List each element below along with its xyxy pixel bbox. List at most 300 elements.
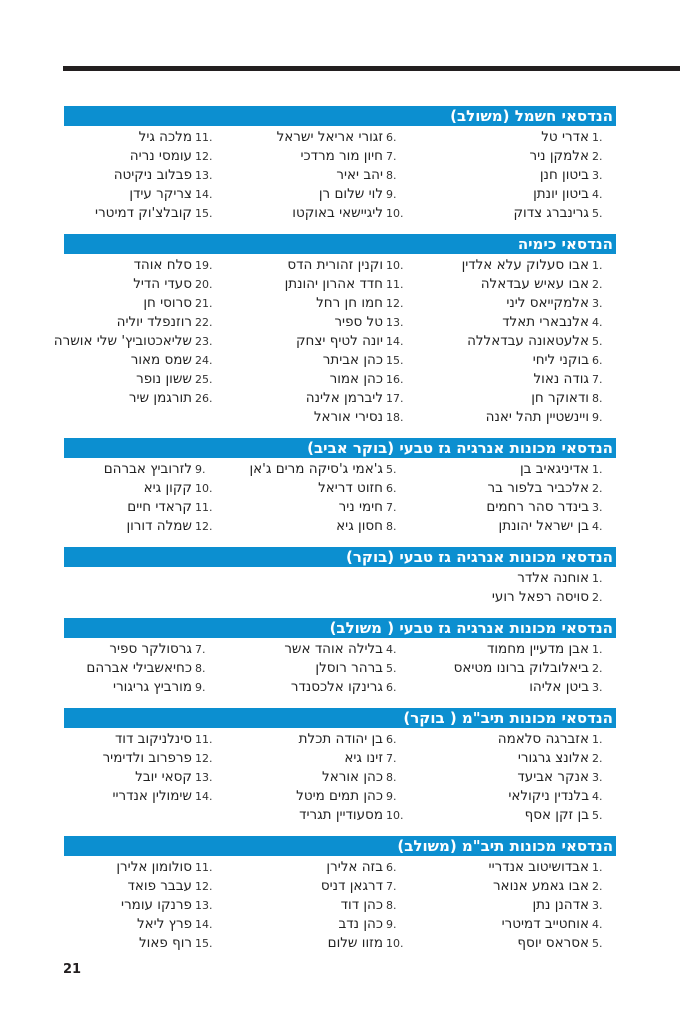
item-number: 19.	[195, 259, 213, 272]
graduate-name: גרסולקר ספיר	[109, 641, 192, 657]
list-item	[410, 351, 616, 370]
item-number: 8.	[386, 520, 397, 533]
graduate-name: ששון נופר	[136, 371, 192, 387]
graduate-name: בן ישראל יהונתן	[498, 518, 589, 534]
graduate-name: קובלצ'וק דמיטרי	[95, 205, 192, 221]
item-number: 8.	[386, 169, 397, 182]
item-number: 2.	[592, 278, 603, 291]
graduate-name: נסירי אוראל	[313, 409, 383, 425]
item-number: 14.	[195, 188, 213, 201]
list-item	[53, 332, 219, 351]
list-item	[64, 749, 219, 768]
item-number: 25.	[195, 373, 213, 386]
item-number: 5.	[592, 335, 603, 348]
list-item	[410, 896, 616, 915]
program-section	[64, 708, 616, 825]
item-number: 10.	[386, 809, 404, 822]
list-item	[64, 640, 219, 659]
list-item	[64, 915, 219, 934]
list-item	[64, 858, 219, 877]
item-number: 9.	[386, 790, 397, 803]
list-item	[64, 256, 219, 275]
list-item	[64, 313, 219, 332]
graduate-name: טל ספיר	[334, 314, 383, 330]
graduate-name: גודה נאול	[533, 371, 589, 387]
item-number: 4.	[386, 643, 397, 656]
program-section	[64, 836, 616, 953]
item-number: 26.	[195, 392, 213, 405]
graduate-name: אלונצ גרגורי	[517, 750, 589, 766]
graduate-name: אלמקן ניר	[529, 148, 589, 164]
item-number: 2.	[592, 662, 603, 675]
list-item	[219, 877, 410, 896]
list-item	[64, 204, 219, 223]
graduate-name: אוחנה אלדר	[517, 570, 589, 586]
list-item	[64, 389, 219, 408]
graduate-name: בלילה אוהד אשר	[284, 641, 383, 657]
list-item	[64, 185, 219, 204]
item-number: 7.	[386, 501, 397, 514]
graduate-name: סעדי הדיל	[133, 276, 192, 292]
list-item	[64, 351, 219, 370]
item-number: 8.	[386, 899, 397, 912]
name-columns	[64, 458, 616, 536]
item-number: 3.	[592, 297, 603, 310]
graduate-name: צריקר עידן	[129, 186, 192, 202]
graduate-name: פרפרוב ולדימיר	[102, 750, 192, 766]
graduate-name: בלנדין ניקולאי	[508, 788, 589, 804]
item-number: 3.	[592, 169, 603, 182]
graduate-name: בזה אלירן	[326, 859, 383, 875]
name-column	[219, 858, 410, 953]
item-number: 7.	[386, 880, 397, 893]
name-column	[64, 128, 219, 223]
list-item	[219, 659, 410, 678]
item-number: 2.	[592, 591, 603, 604]
list-item	[410, 730, 616, 749]
list-item	[219, 806, 410, 825]
list-item	[410, 370, 616, 389]
item-number: 7.	[592, 373, 603, 386]
item-number: 1.	[592, 733, 603, 746]
item-number: 15.	[195, 937, 213, 950]
graduate-name: אבו גאמע אנואר	[492, 878, 589, 894]
graduate-name: גרינקו אלכסנדר	[290, 679, 383, 695]
list-item	[64, 479, 219, 498]
graduate-name: ביטון חנן	[539, 167, 589, 183]
item-number: 22.	[195, 316, 213, 329]
list-item	[64, 498, 219, 517]
program-section	[64, 438, 616, 536]
list-item	[64, 460, 219, 479]
graduate-name: כהן אביתר	[322, 352, 383, 368]
item-number: 7.	[386, 752, 397, 765]
list-item	[219, 460, 410, 479]
list-item	[410, 517, 616, 536]
list-item	[219, 389, 410, 408]
item-number: 9.	[592, 411, 603, 424]
list-item	[410, 185, 616, 204]
item-number: 17.	[386, 392, 404, 405]
graduate-name: כהן תמים מיטל	[296, 788, 383, 804]
name-column	[53, 256, 219, 427]
name-column	[410, 128, 616, 223]
item-number: 9.	[386, 188, 397, 201]
section-title: הנדסאי כימיה	[64, 234, 616, 254]
list-item	[64, 294, 219, 313]
graduate-name: סרוסי חן	[143, 295, 192, 311]
program-section	[64, 547, 616, 607]
item-number: 6.	[592, 354, 603, 367]
list-item	[410, 332, 616, 351]
graduate-name: אלמקייאס ליני	[506, 295, 589, 311]
graduate-name: אלכביר בלפור בר	[487, 480, 589, 496]
item-number: 8.	[386, 771, 397, 784]
list-item	[64, 730, 219, 749]
item-number: 18.	[386, 411, 404, 424]
graduate-name: אזברגה סלאמה	[497, 731, 589, 747]
graduate-name: אוחטייב דמיטרי	[501, 916, 589, 932]
item-number: 13.	[195, 899, 213, 912]
list-item	[410, 678, 616, 697]
item-number: 11.	[195, 861, 213, 874]
item-number: 1.	[592, 259, 603, 272]
list-item	[219, 256, 410, 275]
name-columns	[53, 254, 616, 427]
name-column	[410, 858, 616, 953]
graduate-name: סינלניקוב דוד	[114, 731, 192, 747]
list-item	[219, 787, 410, 806]
graduate-name: אלנבארי תאלד	[502, 314, 589, 330]
item-number: 6.	[386, 131, 397, 144]
graduate-name: גרינברג צדוק	[513, 205, 589, 221]
graduate-name: ויינשטיין תהל יאנה	[485, 409, 589, 425]
list-item	[219, 640, 410, 659]
item-number: 11.	[386, 278, 404, 291]
list-item	[410, 806, 616, 825]
item-number: 9.	[195, 463, 206, 476]
item-number: 4.	[592, 918, 603, 931]
graduate-name: ביאלובלוק ברונו מטיאס	[453, 660, 589, 676]
list-item	[219, 934, 410, 953]
item-number: 6.	[386, 861, 397, 874]
list-item	[219, 479, 410, 498]
item-number: 4.	[592, 790, 603, 803]
item-number: 6.	[386, 482, 397, 495]
item-number: 1.	[592, 572, 603, 585]
list-item	[410, 294, 616, 313]
name-columns	[64, 126, 616, 223]
item-number: 20.	[195, 278, 213, 291]
graduate-name: אבן מדעיין מחמוד	[486, 641, 589, 657]
item-number: 9.	[386, 918, 397, 931]
graduate-name: עבבר פואד	[127, 878, 192, 894]
list-item	[410, 204, 616, 223]
list-item	[410, 588, 616, 607]
list-item	[410, 479, 616, 498]
graduate-name: תורגמן שיר	[128, 390, 192, 406]
list-item	[219, 915, 410, 934]
item-number: 10.	[386, 259, 404, 272]
item-number: 1.	[592, 463, 603, 476]
graduate-name: חיון מור מרדכי	[300, 148, 383, 164]
graduate-name: שמלה דורון	[126, 518, 192, 534]
graduate-name: חמו חן רחל	[316, 295, 383, 311]
list-item	[64, 787, 219, 806]
list-item	[64, 147, 219, 166]
name-columns	[64, 638, 616, 697]
name-column	[410, 460, 616, 536]
list-item	[219, 351, 410, 370]
item-number: 24.	[195, 354, 213, 367]
graduate-name: אדרי טל	[541, 129, 589, 145]
list-item	[219, 275, 410, 294]
item-number: 13.	[195, 771, 213, 784]
item-number: 8.	[195, 662, 206, 675]
graduate-name: פרץ ליאל	[136, 916, 192, 932]
list-item	[64, 370, 219, 389]
section-title: הנדסאי מכונות תיב"מ ( בוקר)	[64, 708, 616, 728]
graduate-name: כחיאשבילי אברהם	[86, 660, 192, 676]
graduate-name: אסראס יוסף	[517, 935, 589, 951]
item-number: 15.	[386, 354, 404, 367]
graduate-name: אנקר אביעד	[517, 769, 589, 785]
name-column	[64, 460, 219, 536]
graduate-name: אדהנן נתן	[532, 897, 589, 913]
item-number: 13.	[386, 316, 404, 329]
list-item	[410, 640, 616, 659]
graduate-name: כהן אמור	[329, 371, 383, 387]
name-column	[410, 569, 616, 607]
graduate-name: ליברמן אלינה	[305, 390, 383, 406]
graduate-name: לזרוביץ אברהם	[103, 461, 192, 477]
item-number: 8.	[592, 392, 603, 405]
list-item	[219, 313, 410, 332]
graduate-name: דרגאן דניס	[320, 878, 383, 894]
graduate-name: חדד אהרון יהונתן	[284, 276, 383, 292]
graduate-name: אדיניגאיב בן	[519, 461, 589, 477]
graduate-name: יונה לטיף יצחק	[295, 333, 383, 349]
item-number: 14.	[195, 918, 213, 931]
page-number: 21	[63, 962, 82, 977]
name-columns	[64, 856, 616, 953]
name-column	[219, 730, 410, 825]
graduate-name: רוף פאול	[138, 935, 192, 951]
item-number: 2.	[592, 752, 603, 765]
item-number: 14.	[195, 790, 213, 803]
list-item	[219, 147, 410, 166]
name-column	[219, 256, 410, 427]
item-number: 5.	[592, 937, 603, 950]
graduate-name: מזוו שלום	[327, 935, 383, 951]
graduate-name: ביטן אליהו	[529, 679, 589, 695]
list-item	[410, 858, 616, 877]
item-number: 21.	[195, 297, 213, 310]
item-number: 11.	[195, 733, 213, 746]
graduate-name: ג'אמי ג'סיקה מרים ג'אן	[249, 461, 383, 477]
item-number: 1.	[592, 643, 603, 656]
section-title: הנדסאי מכונות אנרגיה גז טבעי (בוקר)	[64, 547, 616, 567]
name-column	[64, 730, 219, 825]
name-column	[410, 640, 616, 697]
item-number: 3.	[592, 771, 603, 784]
section-title: הנדסאי חשמל (משולב)	[64, 106, 616, 126]
list-item	[64, 877, 219, 896]
list-item	[219, 498, 410, 517]
item-number: 12.	[195, 520, 213, 533]
graduate-name: אבו סעלוק עלא אלדין	[461, 257, 589, 273]
name-column	[219, 569, 410, 607]
graduate-name: חימי ניר	[338, 499, 383, 515]
item-number: 16.	[386, 373, 404, 386]
graduate-name: מסעודיין תגריד	[299, 807, 383, 823]
graduate-name: ליגיישאי באוקטו	[292, 205, 383, 221]
item-number: 15.	[195, 207, 213, 220]
item-number: 4.	[592, 316, 603, 329]
graduate-name: חזוט דריאל	[318, 480, 383, 496]
top-rule	[63, 66, 680, 71]
name-column	[219, 460, 410, 536]
graduate-name: קקון גיא	[143, 480, 192, 496]
graduate-name: מורביץ גריגורי	[113, 679, 192, 695]
graduate-name: זגורי אריאל ישראל	[276, 129, 383, 145]
graduate-name: פבלוב ניקיטה	[113, 167, 192, 183]
graduate-name: לוי שלום רן	[318, 186, 383, 202]
item-number: 10.	[195, 482, 213, 495]
program-section	[64, 618, 616, 697]
graduate-name: שמס מאור	[130, 352, 192, 368]
item-number: 3.	[592, 501, 603, 514]
graduate-name: בן יהודה תכלת	[298, 731, 383, 747]
graduate-name: ברהר רוסלן	[315, 660, 383, 676]
item-number: 23.	[195, 335, 213, 348]
item-number: 11.	[195, 131, 213, 144]
section-title: הנדסאי מכונות תיב"מ (משולב)	[64, 836, 616, 856]
name-column	[410, 730, 616, 825]
list-item	[410, 313, 616, 332]
list-item	[410, 408, 616, 427]
name-column	[219, 640, 410, 697]
graduate-name: כהן דוד	[340, 897, 383, 913]
list-item	[64, 768, 219, 787]
list-item	[410, 147, 616, 166]
graduate-name: בן זקן אסף	[524, 807, 589, 823]
program-section	[53, 234, 616, 427]
item-number: 14.	[386, 335, 404, 348]
list-item	[219, 185, 410, 204]
list-item	[219, 749, 410, 768]
list-item	[64, 896, 219, 915]
graduate-name: סלח אוהד	[133, 257, 192, 273]
list-item	[64, 166, 219, 185]
name-columns	[64, 728, 616, 825]
list-item	[64, 659, 219, 678]
item-number: 10.	[386, 937, 404, 950]
list-item	[219, 768, 410, 787]
graduate-name: עומסי נריה	[129, 148, 192, 164]
graduate-name: ודאוקר חן	[531, 390, 589, 406]
graduate-name: זינו גיא	[344, 750, 383, 766]
list-item	[64, 128, 219, 147]
graduate-name: קראדי חיים	[127, 499, 192, 515]
list-item	[410, 934, 616, 953]
program-section	[64, 106, 616, 223]
graduate-name: מלכה גיל	[138, 129, 192, 145]
name-column	[64, 569, 219, 607]
list-item	[219, 128, 410, 147]
graduate-name: שימולין אנדריי	[112, 788, 192, 804]
graduate-name: פרנקו עומרי	[121, 897, 192, 913]
item-number: 2.	[592, 150, 603, 163]
list-item	[64, 275, 219, 294]
graduate-name: וקנין זהורית הדס	[287, 257, 383, 273]
list-item	[64, 517, 219, 536]
graduate-lists	[53, 106, 616, 964]
list-item	[410, 749, 616, 768]
list-item	[410, 569, 616, 588]
list-item	[219, 408, 410, 427]
list-item	[64, 678, 219, 697]
graduate-name: שליאכטוביץ' שלי אושרה	[53, 333, 192, 349]
graduate-name: כהן נדב	[338, 916, 383, 932]
list-item	[219, 166, 410, 185]
name-column	[219, 128, 410, 223]
list-item	[219, 858, 410, 877]
name-column	[64, 640, 219, 697]
list-item	[410, 498, 616, 517]
item-number: 5.	[386, 662, 397, 675]
section-title: הנדסאי מכונות אנרגיה גז טבעי (בוקר אביב)	[64, 438, 616, 458]
graduate-name: בינדר סהר רחמים	[486, 499, 589, 515]
item-number: 6.	[386, 733, 397, 746]
item-number: 3.	[592, 899, 603, 912]
item-number: 1.	[592, 131, 603, 144]
item-number: 11.	[195, 501, 213, 514]
list-item	[410, 256, 616, 275]
list-item	[219, 896, 410, 915]
item-number: 2.	[592, 482, 603, 495]
list-item	[410, 787, 616, 806]
item-number: 4.	[592, 188, 603, 201]
graduate-name: סויסה רפאל רועי	[491, 589, 589, 605]
item-number: 7.	[386, 150, 397, 163]
item-number: 7.	[195, 643, 206, 656]
item-number: 12.	[195, 150, 213, 163]
list-item	[410, 275, 616, 294]
name-columns	[64, 567, 616, 607]
graduate-name: בוקני ליחי	[532, 352, 589, 368]
list-item	[64, 934, 219, 953]
list-item	[410, 166, 616, 185]
list-item	[219, 678, 410, 697]
graduate-name: חסון גיא	[336, 518, 383, 534]
section-title: הנדסאי מכונות אנרגיה גז טבעי ( משולב)	[64, 618, 616, 638]
list-item	[410, 128, 616, 147]
item-number: 5.	[592, 207, 603, 220]
list-item	[219, 294, 410, 313]
graduate-name: סולומון אלירן	[116, 859, 192, 875]
list-item	[410, 915, 616, 934]
list-item	[219, 517, 410, 536]
list-item	[410, 877, 616, 896]
item-number: 5.	[386, 463, 397, 476]
graduate-name: ביטון יונתן	[533, 186, 589, 202]
list-item	[410, 389, 616, 408]
item-number: 5.	[592, 809, 603, 822]
list-item	[219, 370, 410, 389]
item-number: 3.	[592, 681, 603, 694]
item-number: 12.	[386, 297, 404, 310]
